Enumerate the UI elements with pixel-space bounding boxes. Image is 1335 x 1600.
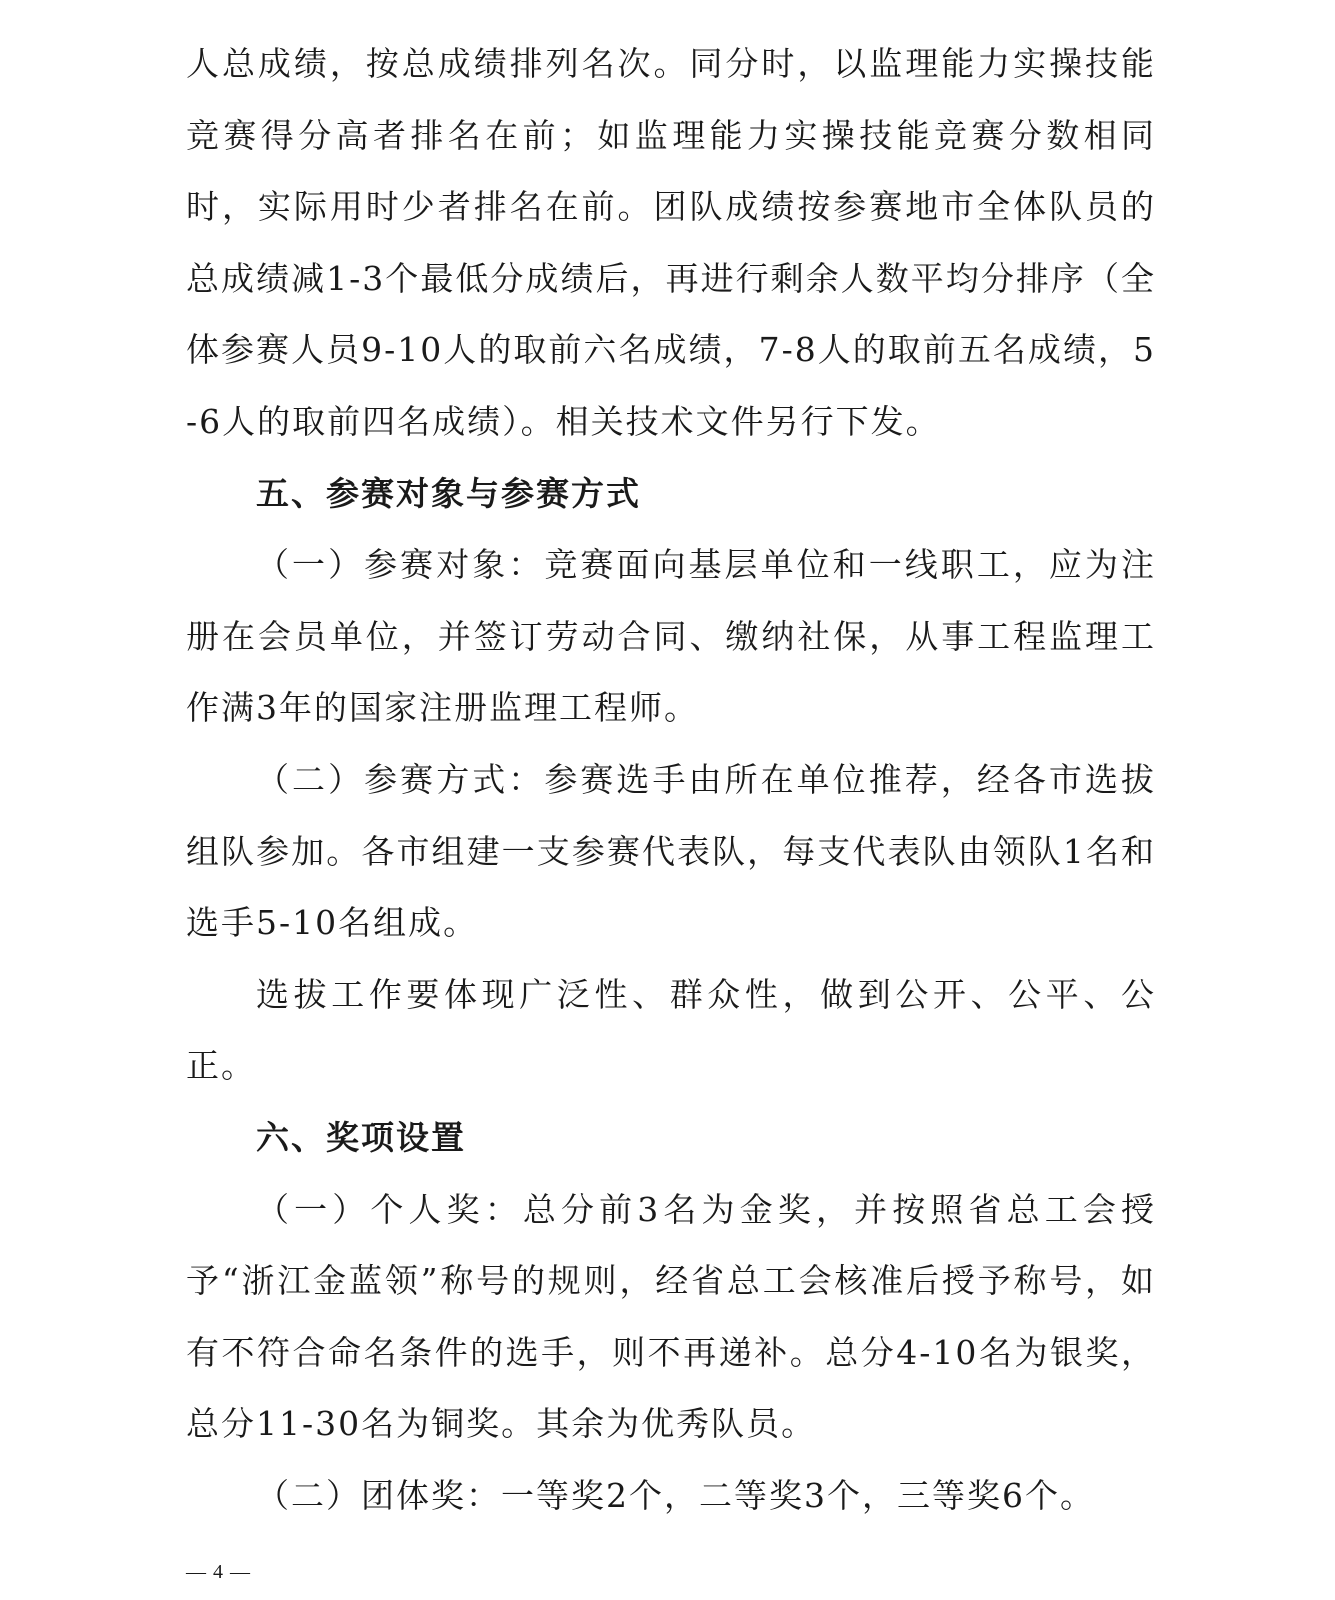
section-heading-participants: 五、参赛对象与参赛方式	[256, 473, 641, 513]
paragraph-team-awards: （二）团体奖：一等奖2个，二等奖3个，三等奖6个。	[256, 1475, 1095, 1515]
paragraph-individual-awards: （一）个人奖：总分前3名为金奖，并按照省总工会授予“浙江金蓝领”称号的规则，经省总工会核准后授予称号，如有不符合命名条件的选手，则不再递补。总分4-10名为银奖，总分11-30名为铜奖。其余为优秀队员。	[186, 1189, 1156, 1444]
paragraph-participant-target: （一）参赛对象：竞赛面向基层单位和一线职工，应为注册在会员单位，并签订劳动合同、缴纳社保，从事工程监理工作满3年的国家注册监理工程师。	[186, 545, 1156, 728]
section-heading-awards: 六、奖项设置	[256, 1117, 466, 1157]
paragraph-participation-method: （二）参赛方式：参赛选手由所在单位推荐，经各市选拔组队参加。各市组建一支参赛代表队，每支代表队由领队1名和选手5-10名组成。	[186, 759, 1156, 943]
document-page	[186, 28, 1156, 1531]
page-number: — 4 —	[186, 1561, 251, 1583]
paragraph-selection-principles: 选拔工作要体现广泛性、群众性，做到公开、公平、公正。	[186, 974, 1156, 1086]
paragraph-ranking-rules: 人总成绩，按总成绩排列名次。同分时，以监理能力实操技能竞赛得分高者排名在前；如监理能力实操技能竞赛分数相同时，实际用时少者排名在前。团队成绩按参赛地市全体队员的总成绩减1-3个最低分成绩后，再进行剩余人数平均分排序（全体参赛人员9-10人的取前六名成绩，7-8人的取前五名成绩，5-6人的取前四名成绩）。相关技术文件另行下发。	[186, 44, 1156, 441]
